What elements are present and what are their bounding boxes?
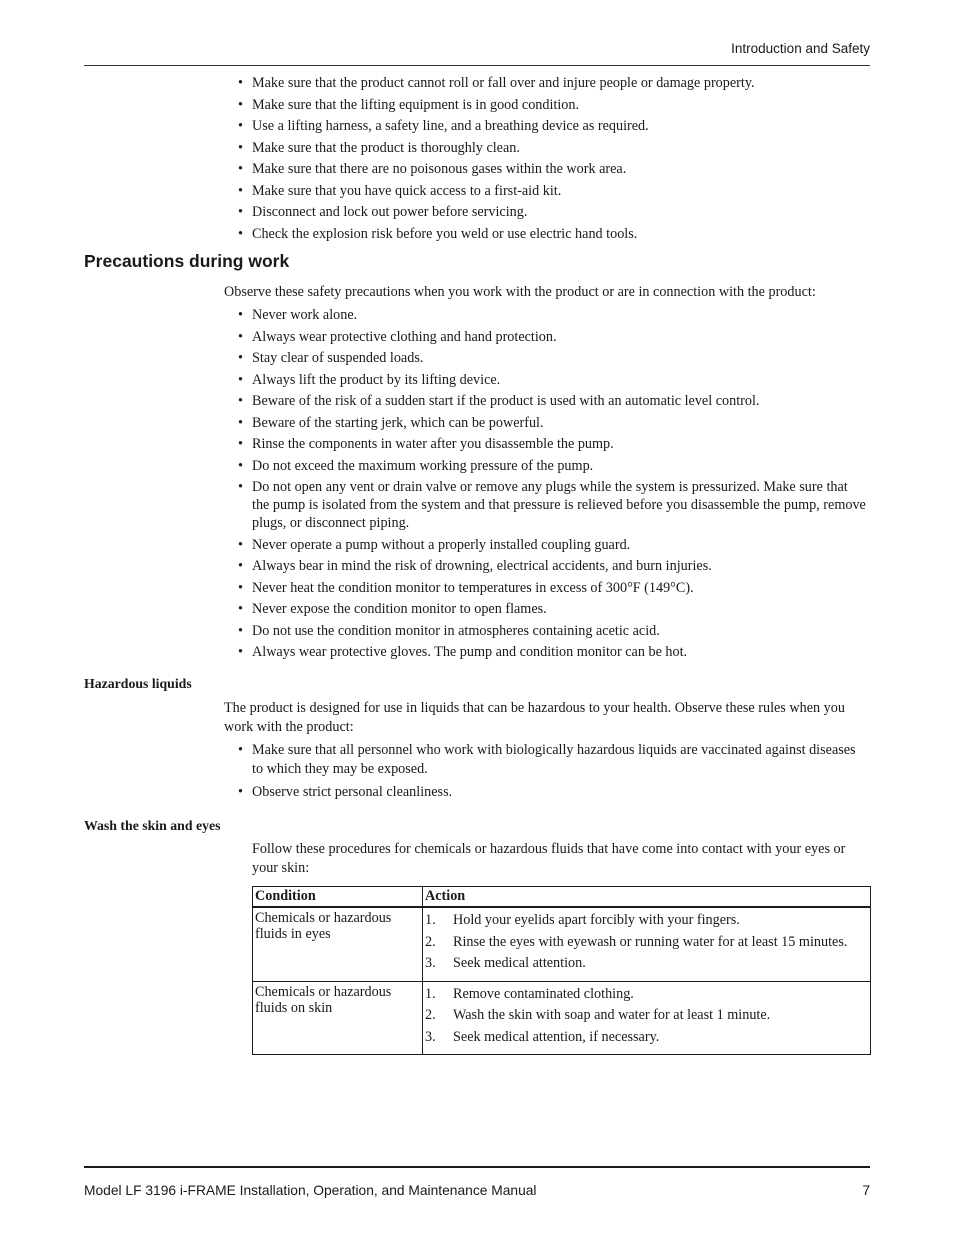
step-item	[425, 1028, 868, 1046]
list-item: • Never heat the condition monitor to temperatures in excess of 300°F (149°C).	[238, 579, 868, 597]
condition-cell: Chemicals or hazardous fluids on skin	[253, 981, 423, 1055]
list-item: • Always bear in mind the risk of drowning, electrical accidents, and burn injuries.	[238, 557, 868, 575]
column-header-condition: Condition	[253, 887, 423, 908]
step-number: 1.	[425, 912, 436, 928]
precautions-list	[238, 306, 868, 665]
section-heading-precautions: Precautions during work	[84, 251, 290, 271]
list-item: • Check the explosion risk before you weld or use electric hand tools.	[238, 225, 868, 243]
list-item: • Always lift the product by its lifting device.	[238, 371, 868, 389]
condition-cell: Chemicals or hazardous fluids in eyes	[253, 907, 423, 981]
list-item: • Observe strict personal cleanliness.	[238, 783, 868, 802]
list-item: • Make sure that you have quick access to a first-aid kit.	[238, 182, 868, 200]
step-text: Hold your eyelids apart forcibly with your fingers.	[453, 912, 740, 928]
header-title: Introduction and Safety	[731, 41, 870, 56]
list-item: • Do not exceed the maximum working pressure of the pump.	[238, 457, 868, 475]
step-text: Wash the skin with soap and water for at least 1 minute.	[453, 1007, 771, 1023]
step-text: Rinse the eyes with eyewash or running water for at least 15 minutes.	[453, 933, 848, 950]
step-number: 3.	[425, 955, 436, 971]
action-steps	[425, 985, 868, 1046]
list-item: • Rinse the components in water after you disassemble the pump.	[238, 435, 868, 453]
page-number: 7	[862, 1183, 870, 1198]
subsection-heading-hazardous-liquids: Hazardous liquids	[84, 676, 192, 691]
table-row	[253, 981, 871, 1055]
wash-intro: Follow these procedures for chemicals or hazardous fluids that have come into contact with your eyes or your skin:	[252, 841, 846, 876]
list-item: • Make sure that there are no poisonous gases within the work area.	[238, 160, 868, 178]
step-number: 2.	[425, 933, 436, 950]
list-item: • Use a lifting harness, a safety line, and a breathing device as required.	[238, 117, 868, 135]
table-header-row	[253, 887, 871, 908]
list-item: • Never work alone.	[238, 306, 868, 324]
step-text: Seek medical attention, if necessary.	[453, 1028, 660, 1045]
list-item: • Make sure that all personnel who work with biologically hazardous liquids are vaccinated against diseases to which they may be exposed.	[238, 741, 868, 779]
list-item: • Never operate a pump without a properly installed coupling guard.	[238, 536, 868, 554]
list-item: • Do not open any vent or drain valve or remove any plugs while the system is pressurized. Make sure that the pump is isolated from the system and that pressure is relieved before you disassemble the pump, remove plugs, or disconnect piping.	[238, 478, 868, 532]
step-number: 2.	[425, 1007, 436, 1023]
list-item: • Beware of the starting jerk, which can be powerful.	[238, 414, 868, 432]
footer-title: Model LF 3196 i-FRAME Installation, Operation, and Maintenance Manual	[84, 1183, 537, 1198]
list-item: • Do not use the condition monitor in atmospheres containing acetic acid.	[238, 622, 868, 640]
list-item: • Stay clear of suspended loads.	[238, 349, 868, 367]
list-item: • Never expose the condition monitor to open flames.	[238, 600, 868, 618]
list-item: • Make sure that the product is thoroughly clean.	[238, 139, 868, 157]
precautions-intro: Observe these safety precautions when you work with the product or are in connection with the product:	[224, 284, 816, 300]
step-number: 1.	[425, 985, 436, 1002]
list-item: • Beware of the risk of a sudden start if the product is used with an automatic level control.	[238, 392, 868, 410]
table-row	[253, 907, 871, 981]
list-item: • Always wear protective clothing and hand protection.	[238, 328, 868, 346]
list-item: • Make sure that the lifting equipment is in good condition.	[238, 96, 868, 114]
list-item: • Make sure that the product cannot roll or fall over and injure people or damage property.	[238, 74, 868, 92]
step-item	[425, 954, 868, 972]
wash-procedures-table	[252, 886, 871, 1055]
column-header-action: Action	[423, 887, 871, 908]
subsection-heading-wash: Wash the skin and eyes	[84, 818, 221, 833]
step-item	[425, 933, 868, 951]
action-cell	[423, 907, 871, 981]
step-number: 3.	[425, 1028, 436, 1045]
list-item: • Always wear protective gloves. The pump and condition monitor can be hot.	[238, 643, 868, 661]
step-text: Seek medical attention.	[453, 955, 586, 971]
step-item	[425, 985, 868, 1003]
hazardous-list	[238, 741, 868, 805]
lifting-safety-list	[238, 74, 868, 246]
action-cell	[423, 981, 871, 1055]
action-steps	[425, 911, 868, 972]
step-item	[425, 1006, 868, 1024]
step-item	[425, 911, 868, 929]
page-footer	[84, 1166, 870, 1198]
page-header	[84, 40, 870, 66]
list-item: • Disconnect and lock out power before servicing.	[238, 203, 868, 221]
step-text: Remove contaminated clothing.	[453, 985, 634, 1002]
hazardous-intro: The product is designed for use in liquids that can be hazardous to your health. Observe these rules when you work with the product:	[224, 700, 845, 735]
